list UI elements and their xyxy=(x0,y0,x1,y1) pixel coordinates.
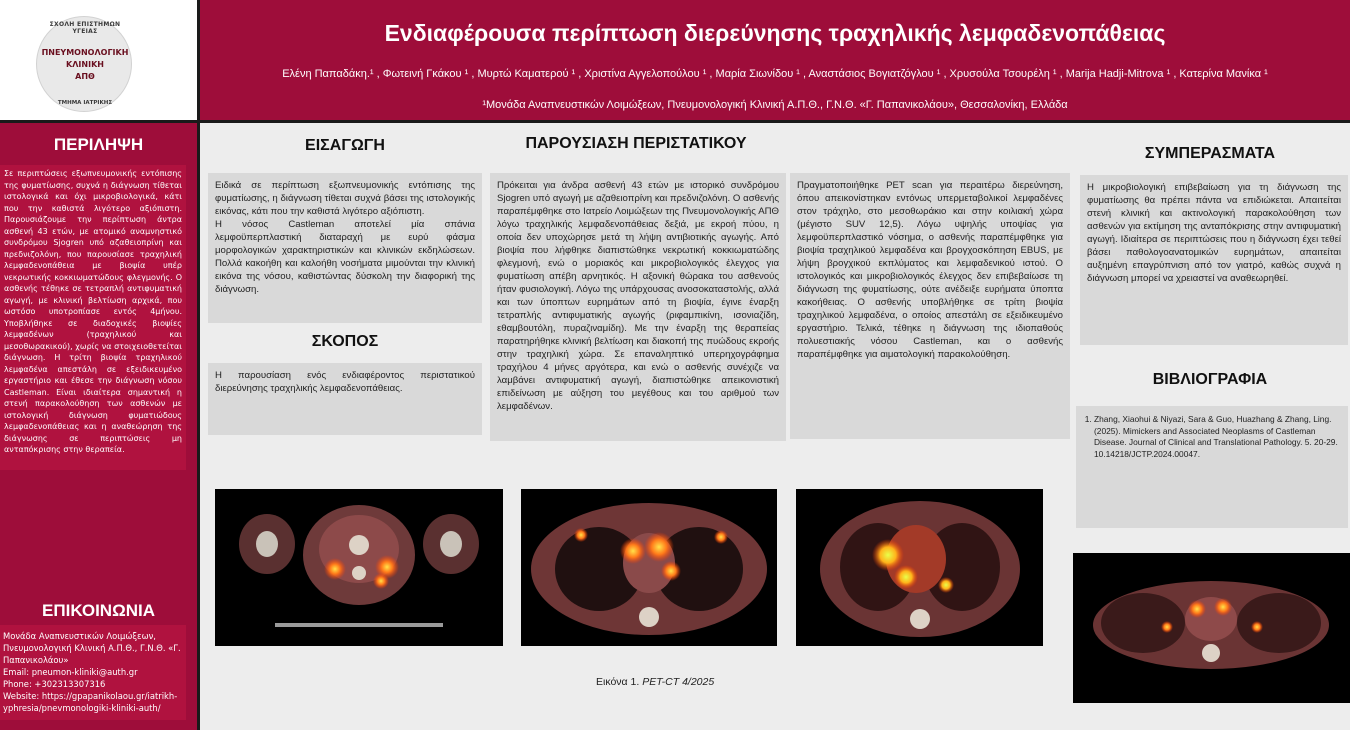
logo-top-text: ΣΧΟΛΗ ΕΠΙΣΤΗΜΩΝ ΥΓΕΙΑΣ xyxy=(49,21,121,35)
aim-text: Η παρουσίαση ενός ενδιαφέροντος περιστατικού διερεύνησης τραχηλικής λεμφαδενοπάθειας. xyxy=(215,370,475,394)
intro-paragraph-1: Ειδικά σε περίπτωση εξωπνευμονικής εντόπισης της φυματίωσης, η διάγνωση τίθεται συχνά βάσει της ιστολογικής εικόνας, κάτι που την καθιστά λιγότερο αξιόπιστη. xyxy=(215,180,475,217)
logo-line3: ΑΠΘ xyxy=(75,72,95,81)
logo-line2: ΚΛΙΝΙΚΗ xyxy=(66,60,104,69)
conclusions-heading: ΣΥΜΠΕΡΑΣΜΑΤΑ xyxy=(1144,145,1276,162)
case-text-left: Πρόκειται για άνδρα ασθενή 43 ετών με ιστορικό συνδρόμου Sjogren υπό αγωγή με αζαθειοπρίνη και πρεδνιζολόνη. Ο ασθενής παραπέμφθηκε στο Ιατρείο Λοιμώξεων της Πνευμονολογικής ΑΠΘ λόγω τραχηλικής λεμφαδενοπάθειας δεξιά, με εκροή πύου, η οποία δεν υποχώρησε μετά τη λήψη αντιβιοτικής αγωγής. Από βιοψία που λήφθηκε διαπιστώθηκε νεκρωτική κοκκιωματώδης φλεγμονή, ενώ ο μοριακός και μικροβιολογικός έλεγχος για φυματίωση απέβη αρνητικός. Η αξονική θώρακα του ασθενούς ήταν φυσιολογική. Λόγω της υπάρχουσας ανοσοκαταστολής, αλλά και των ύποπτων ευρημάτων από τη βιοψία, έγινε έναρξη τετραπλής αντιφυματικής αγωγής (ριφαμπικίνη, ισονιαζίδη, εθαμβουτόλη, πυραζιναμίδη). Με την έναρξη της θεραπείας παρατηρήθηκε κλινική βελτίωση και διακοπή της πυώδους εκροής στην τραχηλική χώρα. Σε επαναληπτικό υπερηχογράφημα τραχήλου 4 μήνες αργότερα, και ενώ ο ασθενής συνέχιζε να λαμβάνει αντιφυματική αγωγή, διαπιστώθηκε απεικονιστική επιδείνωση με αύξηση του μεγέθους και του αριθμού των λεμφαδένων. xyxy=(497,180,779,412)
logo-center-text xyxy=(37,47,133,83)
logo-line1: ΠΝΕΥΜΟΝΟΛΟΓΙΚΗ xyxy=(41,48,129,57)
aim-heading: ΣΚΟΠΟΣ xyxy=(311,333,379,350)
contact-box xyxy=(0,625,186,720)
intro-panel xyxy=(208,173,482,323)
references-heading: ΒΙΒΛΙΟΓΡΑΦΙΑ xyxy=(1152,371,1268,388)
contact-institution: Μονάδα Αναπνευστικών Λοιμώξεων, Πνευμονολογική Κλινική Α.Π.Θ., Γ.Ν.Θ. «Γ. Παπανικολάου» xyxy=(3,631,181,665)
caption-italic: PET-CT 4/2025 xyxy=(642,676,715,688)
case-panel-left xyxy=(490,173,786,441)
conclusions-panel xyxy=(1080,175,1348,345)
contact-website[interactable]: Website: https://gpapanikolaou.gr/iatrikh-yphresia/pnevmonologiki-kliniki-auth/ xyxy=(3,691,178,713)
case-heading: ΠΑΡΟΥΣΙΑΣΗ ΠΕΡΙΣΤΑΤΙΚΟΥ xyxy=(525,135,747,152)
pet-scan-lower-chest xyxy=(796,489,1043,646)
poster-header xyxy=(200,0,1350,120)
summary-heading: ΠΕΡΙΛΗΨΗ xyxy=(53,135,144,154)
intro-paragraph-2: Η νόσος Castleman αποτελεί μία σπάνια λεμφοϋπερπλαστική διαταραχή με ευρύ φάσμα μορφολογικών χαρακτηριστικών και κλινικών εκδηλώσεων. Πολλά κακοήθη και καλοήθη νοσήματα μιμούνται την κλινική εικόνα της νόσου, καθιστώντας δύσκολη την διαφορική της διάγνωση. xyxy=(215,219,475,295)
sidebar xyxy=(0,123,197,730)
author-list: Ελένη Παπαδάκη.¹ , Φωτεινή Γκάκου ¹ , Μυρτώ Καματερού ¹ , Χριστίνα Αγγελοπούλου ¹ , Μαρία Σιωνίδου ¹ , Αναστάσιος Βογιατζόγλου ¹ , Χρυσούλα Τσουρέλη ¹ , Marija Hadji-Mitrova ¹ , Κατερίνα Μανίκα ¹ xyxy=(282,68,1268,80)
pet-scan-abdomen xyxy=(1073,553,1350,703)
clinic-logo xyxy=(36,16,132,112)
contact-phone: Phone: +302313307316 xyxy=(3,679,106,689)
logo-bottom-text: ΤΜΗΜΑ ΙΑΤΡΙΚΗΣ xyxy=(57,100,113,106)
case-panel-right xyxy=(790,173,1070,439)
aim-panel xyxy=(208,363,482,435)
intro-heading: ΕΙΣΑΓΩΓΗ xyxy=(305,137,385,154)
poster-title: Ενδιαφέρουσα περίπτωση διερεύνησης τραχηλικής λεμφαδενοπάθειας xyxy=(384,20,1166,46)
caption-prefix: Εικόνα 1. xyxy=(596,676,640,688)
main-content xyxy=(200,123,1350,730)
case-text-right: Πραγματοποιήθηκε PET scan για περαιτέρω διερεύνηση, όπου απεικονίστηκαν εντόνως υπερμεταβολικοί λεμφαδένες στον τράχηλο, στο μεσοθωράκιο και στην κοιλιακή χώρα (μέγιστο SUV 12,5). Λόγω υψηλής υποψίας για λεμφοϋπερπλαστικό νόσημα, ο ασθενής παραπέμφθηκε για βιοψία τραχηλικού λεμφαδένα και βρογχοσκόπηση EBUS, με λήψη βρογχικού εκπλύματος και λεμφαδενικού ιστού. Ο ιστολογικός και μικροβιολογικός έλεγχος δεν επιβεβαίωσε τη διάγνωση της φυματίωσης, ούτε ανέδειξε ευρήματα ύποπτα κακοήθειας. Ο ασθενής υποβλήθηκε σε τρίτη βιοψία τραχηλικού λεμφαδένα, ο οποίος απεστάλη σε εξειδικευμένο εργαστήριο. Τελικά, τέθηκε η διάγνωση της ιδιοπαθούς πολυεστιακής νόσου Castleman, και ο ασθενής παραπέμφθηκε για αιματολογική παρακολούθηση. xyxy=(797,180,1063,360)
references-panel xyxy=(1076,406,1348,528)
summary-text: Σε περιπτώσεις εξωπνευμονικής εντόπισης της φυματίωσης, συχνά η διάγνωση τίθεται ιστολογικά και όχι μικροβιολογικά, κάτι που την καθιστά λιγότερο αξιόπιστη. Παρουσιάζουμε την περίπτωση άντρα ασθενή 43 ετών, με ατομικό αναμνηστικό συνδρόμου Sjogren υπό αζαθειοπρίνη και πρεδνιζολόνη, που παρουσίασε τραχηλική λεμφαδενοπάθεια με βιοψία υπέρ νεκρωτικής κοκκιωματώδους φλεγμονής. Ο ασθενής τέθηκε σε τετραπλή αντιφυματική αγωγή, με κλινική βελτίωση αρχικά, που ωστόσο υποτροπίασε εντός 4μήνου. Υποβλήθηκε σε διαδοχικές βιοψίες λεμφαδένων (τραχηλικού και μεσοθωρακικού), χωρίς να στοιχειοθετείται διάγνωση. Η τρίτη βιοψία τραχηλικού λεμφαδένα απεστάλη σε εξειδικευμένο εργαστήριο και έθεσε την διάγνωση νόσου Castleman. Είναι ιδιαίτερα σημαντική η στενή παρακολούθηση των ασθενών με ιστολογική διάγνωση φυματιώδους λεμφαδενοπάθειας και η αναθεώρηση της διάγνωσης σε περιπτώσεις μη ανταπόκρισης στην θεραπεία. xyxy=(4,169,182,454)
contact-email[interactable]: Email: pneumon-kliniki@auth.gr xyxy=(3,667,138,677)
logo-area xyxy=(0,0,198,120)
summary-box xyxy=(0,165,186,470)
reference-item: 1. Zhang, Xiaohui & Niyazi, Sara & Guo, Huazhang & Zhang, Ling. (2025). Mimickers and Associated Neoplasms of Castleman Disease. Journal of Clinical and Translational Pathology. 5. 20-29. 10.14218/JCTP.2024.00047. xyxy=(1094,414,1338,460)
references-list xyxy=(1084,414,1338,460)
pet-scan-neck xyxy=(215,489,503,646)
conclusions-text: Η μικροβιολογική επιβεβαίωση για τη διάγνωση της φυματίωσης θα πρέπει πάντα να επιδιώκεται. Απαιτείται στενή κλινική και ακτινολογική παρακολούθηση των ασθενών για εκτίμηση της ανταπόκρισης στην αντιφυματική αγωγή. Ιδιαίτερα σε περιπτώσεις που η διάγνωση έχει τεθεί βάσει παθολογοανατομικών ευρημάτων, απαιτείται αυξημένη επαγρύπνιση από τον γιατρό, καθώς συχνά η διάγνωση μπορεί να χρειαστεί να αναθεωρηθεί. xyxy=(1087,182,1341,284)
pet-scan-upper-chest xyxy=(521,489,777,646)
contact-heading: ΕΠΙΚΟΙΝΩΝΙΑ xyxy=(42,601,155,620)
affiliation: ¹Μονάδα Αναπνευστικών Λοιμώξεων, Πνευμονολογική Κλινική Α.Π.Θ., Γ.Ν.Θ. «Γ. Παπανικολάου», Θεσσαλονίκη, Ελλάδα xyxy=(482,99,1068,111)
figure-caption xyxy=(596,676,796,688)
